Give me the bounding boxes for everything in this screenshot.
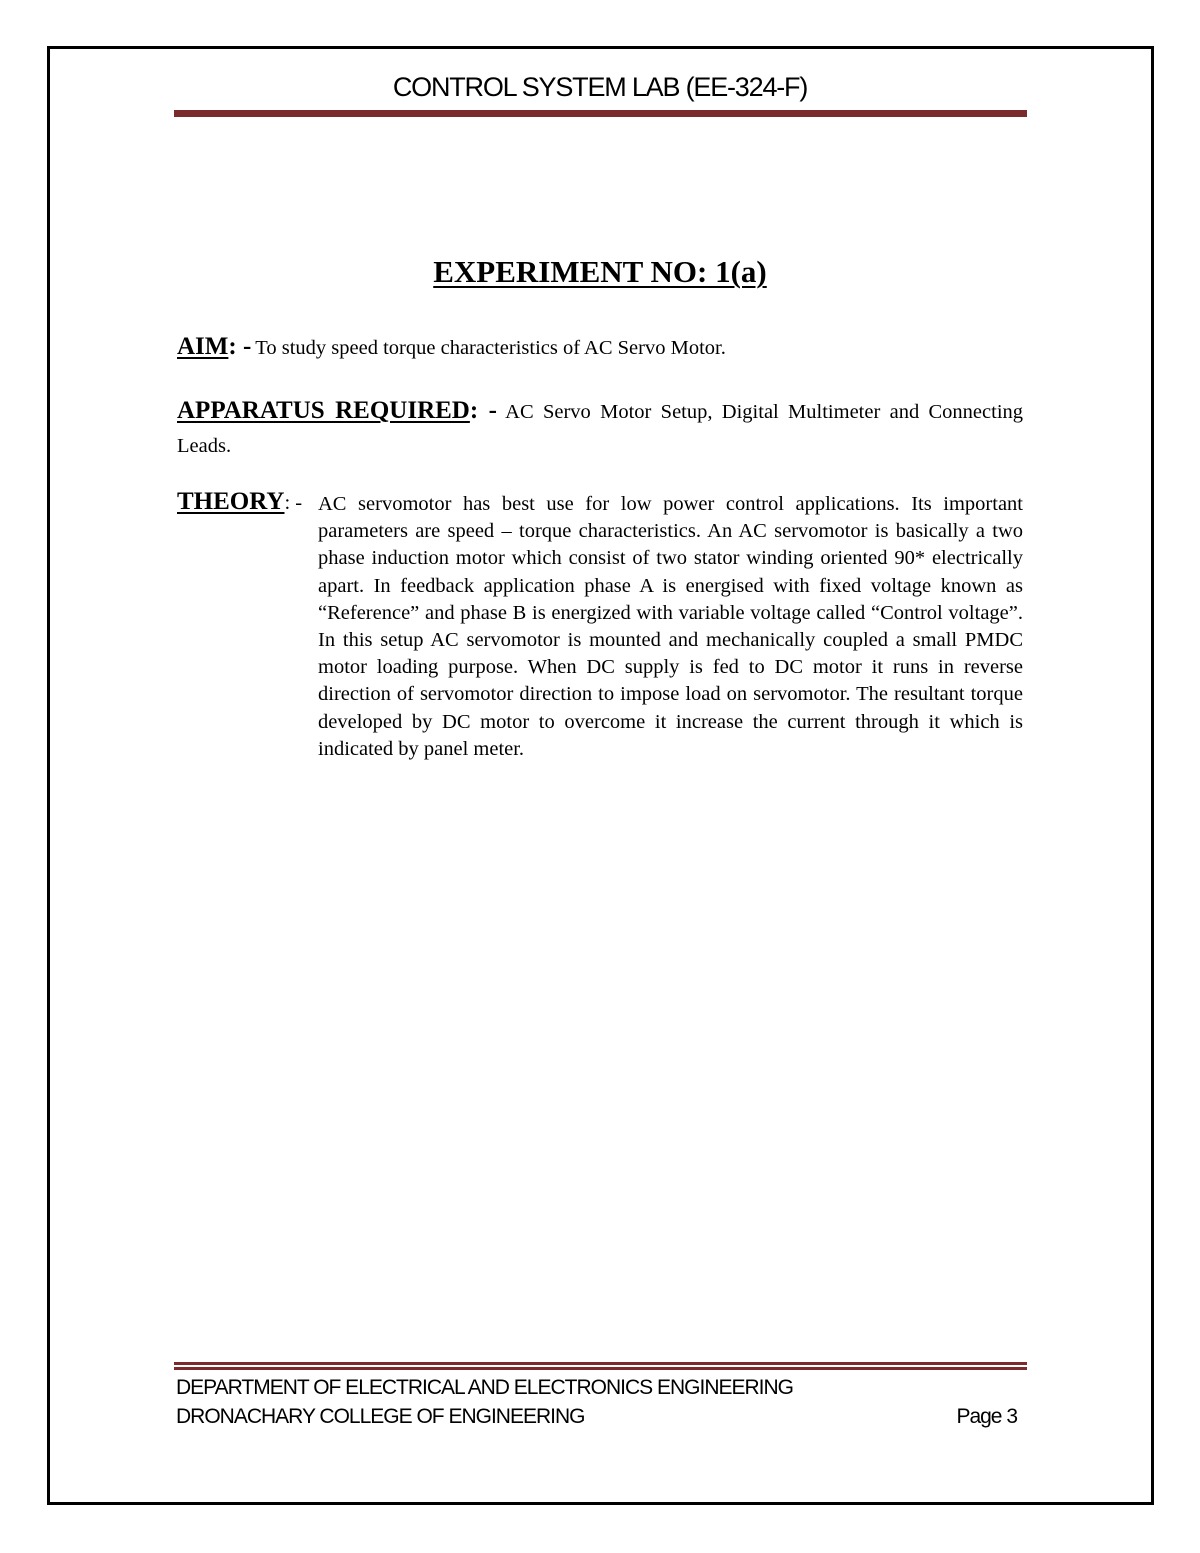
apparatus-separator: : - bbox=[469, 397, 497, 424]
footer-department: DEPARTMENT OF ELECTRICAL AND ELECTRONICS ENGINEERING bbox=[176, 1376, 794, 1399]
header-title: CONTROL SYSTEM LAB (EE-324-F) bbox=[392, 72, 808, 102]
experiment-title bbox=[0, 254, 1200, 290]
aim-section bbox=[177, 333, 726, 361]
theory-text: AC servomotor has best use for low power control applications. Its important parameters are speed – torque characteristics. An AC servomotor is basically a two phase induction motor which consist of two stator winding oriented 90* electrically apart. In feedback application phase A is energised with fixed voltage known as “Reference” and phase B is energized with variable voltage called “Control voltage”. In this setup AC servomotor is mounted and mechanically coupled a small PMDC motor loading purpose. When DC supply is fed to DC motor it runs in reverse direction of servomotor direction to impose load on servomotor. The resultant torque developed by DC motor to overcome it increase the current through it which is indicated by panel meter. bbox=[318, 493, 1023, 760]
experiment-title-text: EXPERIMENT NO: 1(a) bbox=[433, 254, 767, 289]
theory-heading bbox=[177, 488, 302, 516]
page-number: Page 3 bbox=[956, 1405, 1017, 1428]
footer-rule-top bbox=[174, 1362, 1027, 1365]
apparatus-section bbox=[177, 395, 1023, 464]
footer-college: DRONACHARY COLLEGE OF ENGINEERING bbox=[176, 1405, 585, 1428]
aim-separator: : - bbox=[228, 333, 252, 360]
theory-separator: : - bbox=[284, 492, 303, 514]
apparatus-text: AC Servo Motor Setup, Digital Multimeter and Connecting Leads. bbox=[177, 401, 1024, 457]
apparatus-label: APPARATUS REQUIRED bbox=[177, 397, 470, 424]
aim-text: To study speed torque characteristics of AC Servo Motor. bbox=[255, 337, 726, 359]
footer-rule-bottom bbox=[174, 1367, 1027, 1370]
aim-label: AIM bbox=[177, 333, 229, 360]
theory-label: THEORY bbox=[177, 488, 285, 515]
header-rule bbox=[174, 110, 1027, 117]
